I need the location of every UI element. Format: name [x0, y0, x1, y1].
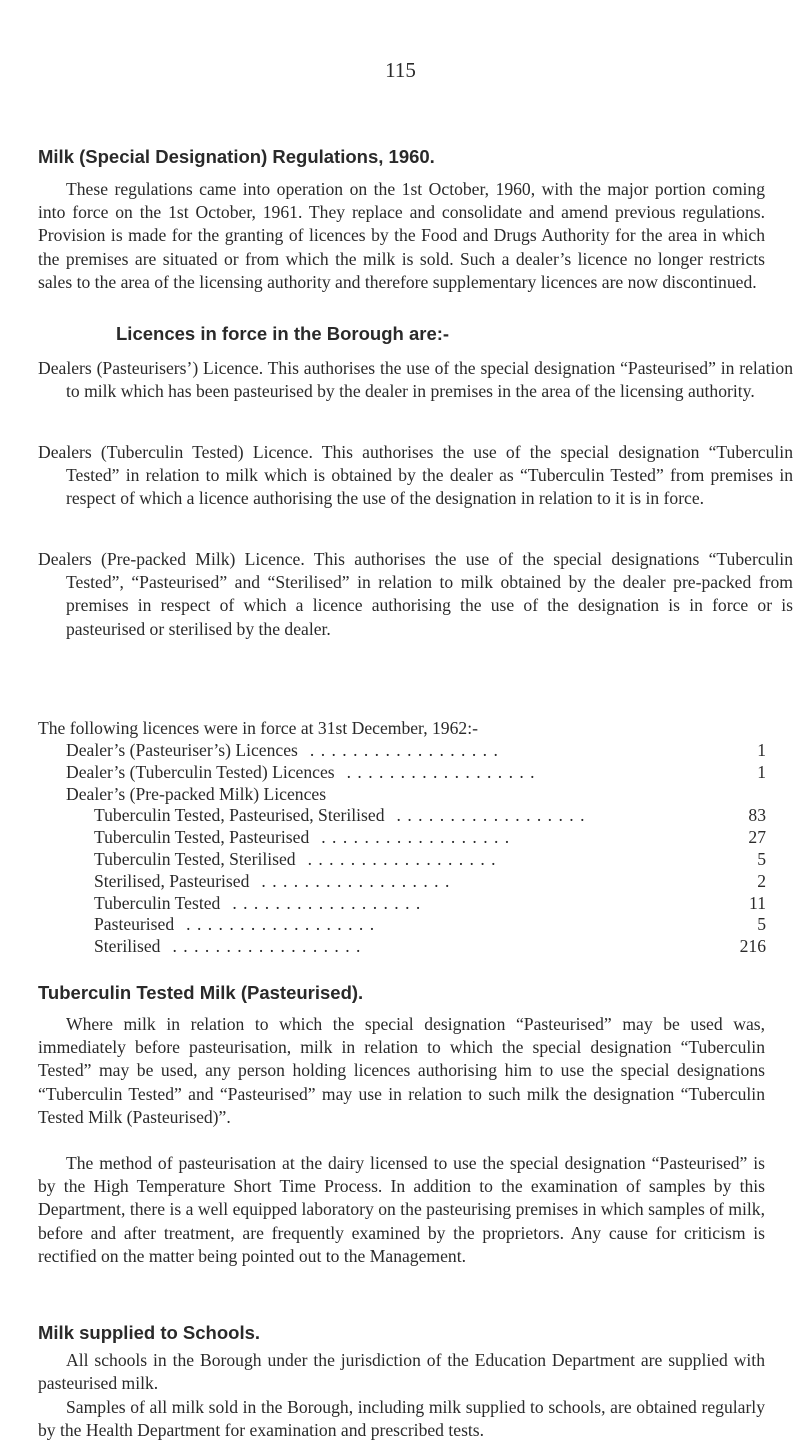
row-label: Sterilised, Pasteurised	[94, 870, 250, 891]
table-row	[66, 893, 766, 915]
leader-dots: . . . . . . . . . . . . . . . . . .	[172, 936, 362, 957]
row-label: Pasteurised	[94, 914, 175, 935]
paragraph-tt-pasteurised: Where milk in relation to which the special designation “Pasteurised” may be used was, immediately before pasteurisation, milk in relation to which the special designation “Tuberculin Tested” may be used, any person holding licences authorising him to use the special designations “Tuberculin Tested” and “Pasteurised” may use in relation to such milk the designation “Tuberculin Tested Milk (Pasteurised)”.	[38, 1014, 765, 1127]
table-row	[66, 740, 766, 762]
page-number: 115	[385, 58, 416, 82]
row-value: 5	[757, 914, 766, 935]
paragraph-regulations: These regulations came into operation on the 1st October, 1960, with the major portion coming into force on the 1st October, 1961. They replace and consolidate and amend previous regulations. Provision is made for the granting of licences by the Food and Drugs Authority for the area in which the premises are situated or from which the milk is sold. Such a dealer’s licence no longer restricts sales to the area of the licensing authority and therefore supplementary licences are now discontinued.	[38, 179, 765, 292]
heading-regulations: Milk (Special Designation) Regulations, 1960.	[38, 146, 435, 167]
table-row	[66, 871, 766, 893]
row-label: Tuberculin Tested, Pasteurised, Sterilised	[94, 805, 385, 826]
row-value: 83	[748, 805, 766, 826]
row-value: 1	[757, 761, 766, 782]
table-row	[66, 784, 766, 806]
row-value: 1	[757, 740, 766, 760]
table-row	[66, 762, 766, 784]
row-label: Tuberculin Tested	[94, 892, 221, 913]
row-label: Dealer’s (Pre-packed Milk) Licences	[66, 783, 327, 804]
table-row	[66, 849, 766, 871]
leader-dots: . . . . . . . . . . . . . . . . . .	[261, 870, 451, 891]
heading-tt-pasteurised: Tuberculin Tested Milk (Pasteurised).	[38, 982, 364, 1003]
table-row	[66, 914, 766, 936]
paragraph-prepacked-licence: Dealers (Pre-packed Milk) Licence. This authorises the use of the special designations “Tuberculin Tested”, “Pasteurised” and “Sterilised” in relation to milk obtained by the dealer pre-packed from premises in respect of which a licence authorising the use of the designation is in force or is pasteurised or sterilised by the dealer.	[38, 549, 793, 639]
licences-table	[66, 740, 766, 958]
paragraph-schools: All schools in the Borough under the jurisdiction of the Education Department are supplied with pasteurised milk.	[38, 1350, 765, 1394]
row-label: Dealer’s (Tuberculin Tested) Licences	[66, 761, 335, 782]
table-row	[66, 827, 766, 849]
row-value: 216	[739, 936, 766, 957]
leader-dots: . . . . . . . . . . . . . . . . . .	[232, 892, 422, 913]
row-value: 2	[757, 870, 766, 891]
leader-dots: . . . . . . . . . . . . . . . . . .	[307, 848, 497, 869]
paragraph-samples: Samples of all milk sold in the Borough, including milk supplied to schools, are obtained regularly by the Health Department for examination and prescribed tests.	[38, 1397, 765, 1441]
leader-dots: . . . . . . . . . . . . . . . . . .	[321, 827, 511, 848]
table-row	[66, 936, 766, 958]
row-label: Tuberculin Tested, Sterilised	[94, 848, 296, 869]
heading-milk-schools: Milk supplied to Schools.	[38, 1322, 261, 1343]
leader-space	[326, 784, 726, 806]
table-row	[66, 805, 766, 827]
heading-licences: Licences in force in the Borough are:-	[116, 323, 450, 344]
paragraph-pasteurisers-licence: Dealers (Pasteurisers’) Licence. This authorises the use of the special designation “Pasteurised” in relation to milk which has been pasteurised by the dealer in premises in the area of the licensing authority.	[38, 358, 793, 402]
row-value: 27	[748, 827, 766, 848]
leader-dots: . . . . . . . . . . . . . . . . . .	[309, 740, 499, 760]
leader-dots: . . . . . . . . . . . . . . . . . .	[346, 761, 536, 782]
leader-dots: . . . . . . . . . . . . . . . . . .	[186, 914, 376, 935]
row-value: 11	[749, 892, 766, 913]
row-label: Tuberculin Tested, Pasteurised	[94, 827, 310, 848]
leader-dots: . . . . . . . . . . . . . . . . . .	[396, 805, 586, 826]
row-label: Sterilised	[94, 936, 161, 957]
row-value	[726, 784, 766, 806]
paragraph-licences-intro: The following licences were in force at 31st December, 1962:-	[38, 718, 478, 738]
row-label: Dealer’s (Pasteuriser’s) Licences	[66, 740, 298, 760]
paragraph-pasteurisation-method: The method of pasteurisation at the dairy licensed to use the special designation “Pasteurised” is by the High Temperature Short Time Process. In addition to the examination of samples by this Department, there is a well equipped laboratory on the pasteurising premises in which samples of milk, before and after treatment, are frequently examined by the proprietors. Any cause for criticism is rectified on the matter being pointed out to the Management.	[38, 1153, 765, 1266]
row-value: 5	[757, 848, 766, 869]
paragraph-tuberculin-licence: Dealers (Tuberculin Tested) Licence. This authorises the use of the special designation “Tuberculin Tested” in relation to milk which is obtained by the dealer as “Tuberculin Tested” from premises in respect of which a licence authorising the use of the designation in relation to it is in force.	[38, 442, 793, 509]
